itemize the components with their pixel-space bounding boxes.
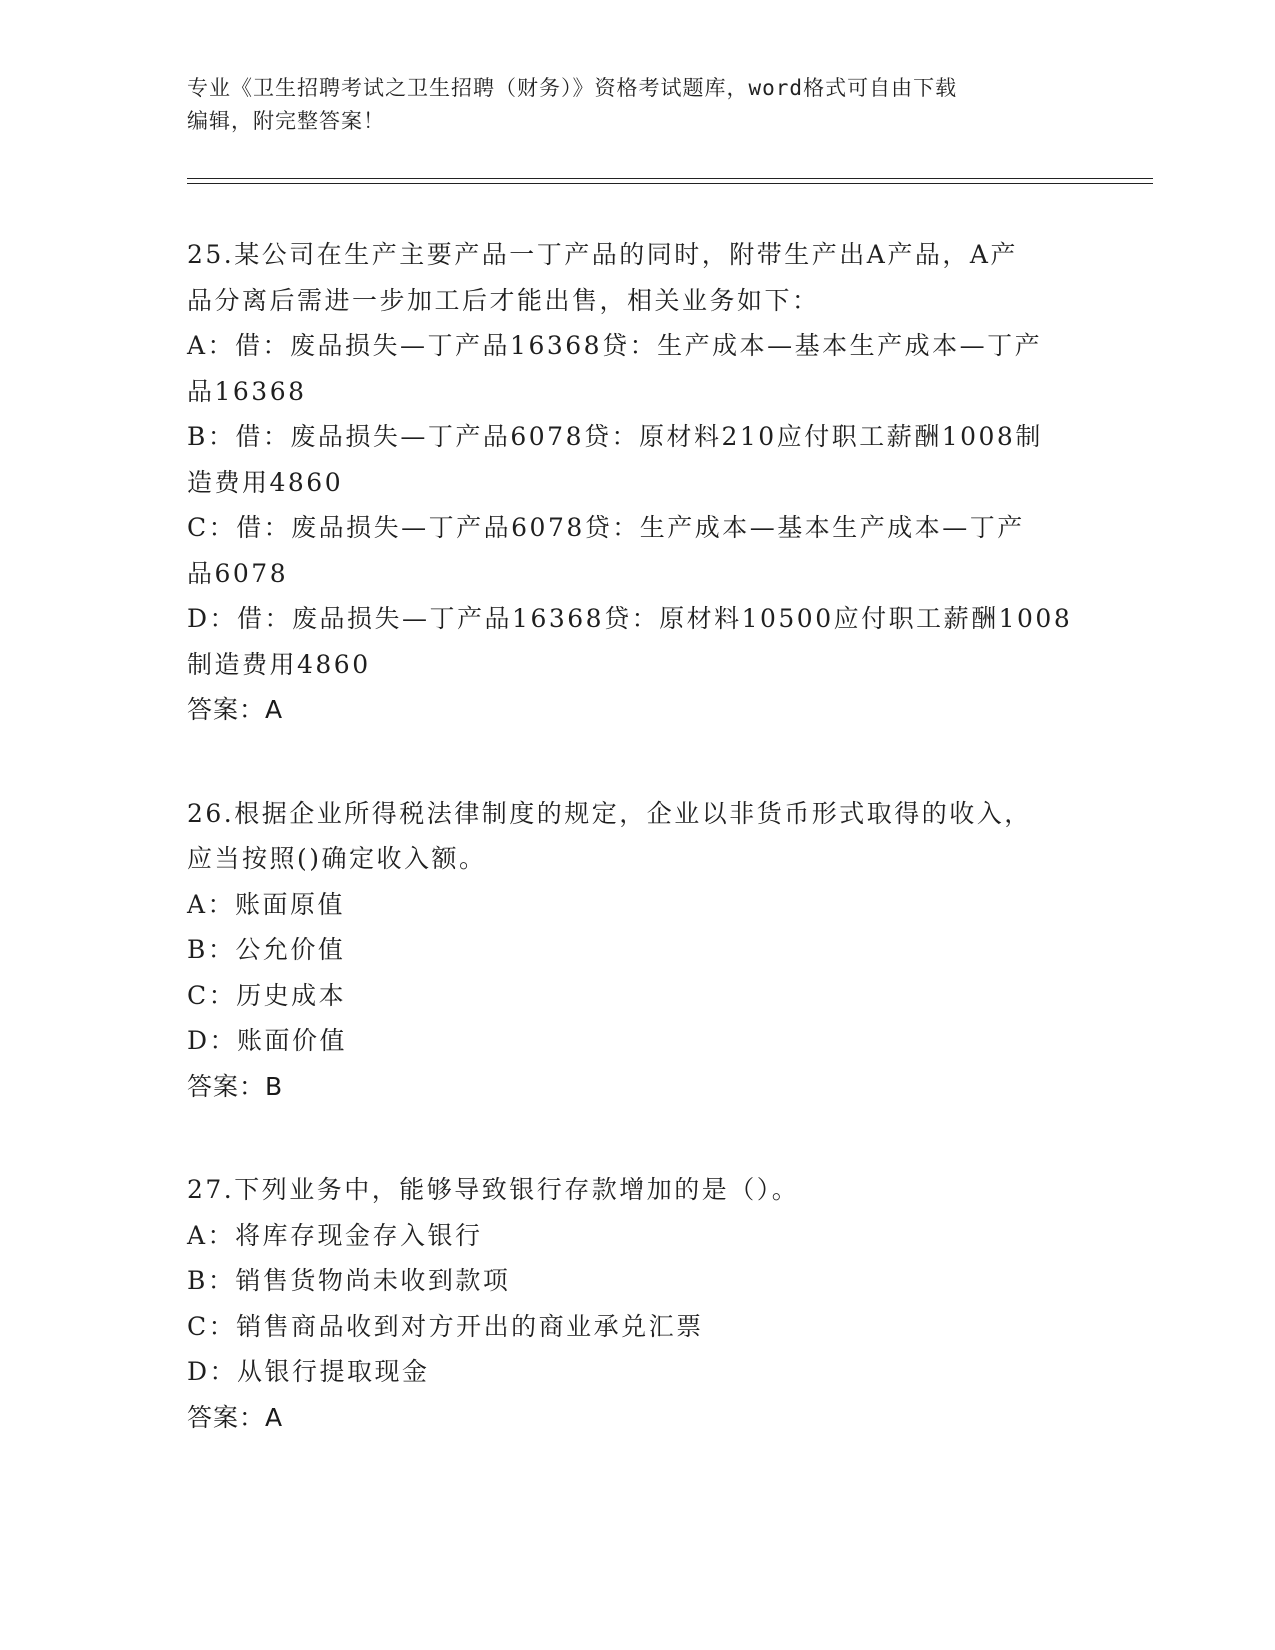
- question-stem-line: 27.下列业务中，能够导致银行存款增加的是（）。: [187, 1175, 800, 1204]
- option-a: A：账面原值: [187, 889, 346, 919]
- option-d: D：从银行提取现金: [187, 1357, 430, 1386]
- option-b: B：公允价值: [187, 935, 346, 964]
- option-c: C：历史成本: [187, 980, 347, 1010]
- document-header: [187, 72, 1067, 138]
- header-line-1: 专业《卫生招聘考试之卫生招聘（财务）》资格考试题库，word格式可自由下载: [187, 76, 958, 100]
- option-c: C：销售商品收到对方开出的商业承兑汇票: [187, 1311, 704, 1341]
- header-divider-top: [187, 178, 1153, 179]
- question-27: [187, 1167, 1087, 1440]
- option-b: B：借：废品损失—丁产品6078贷：原材料210应付职工薪酬1008制: [187, 422, 1043, 451]
- option-d-continued: 制造费用4860: [187, 649, 371, 679]
- option-c-continued: 品6078: [187, 558, 289, 588]
- option-d: D：借：废品损失—丁产品16368贷：原材料10500应付职工薪酬1008: [187, 604, 1073, 633]
- option-d: D：账面价值: [187, 1026, 348, 1055]
- option-c: C：借：废品损失—丁产品6078贷：生产成本—基本生产成本—丁产: [187, 513, 1025, 542]
- question-stem-line: 应当按照()确定收入额。: [187, 844, 487, 873]
- question-list: [187, 232, 1087, 1440]
- option-a: A：将库存现金存入银行: [187, 1220, 483, 1250]
- question-stem-line: 26.根据企业所得税法律制度的规定，企业以非货币形式取得的收入，: [187, 798, 1032, 828]
- option-b-continued: 造费用4860: [187, 467, 344, 497]
- question-stem-line: 25.某公司在生产主要产品一丁产品的同时，附带生产出A产品，A产: [187, 240, 1018, 269]
- answer-label: 答案：A: [187, 1402, 284, 1432]
- header-line-2: 编辑，附完整答案！: [187, 109, 385, 133]
- question-25: [187, 232, 1087, 733]
- header-divider-bottom: [187, 183, 1153, 184]
- question-26: [187, 791, 1087, 1110]
- answer-label: 答案：A: [187, 695, 284, 724]
- answer-label: 答案：B: [187, 1071, 284, 1101]
- option-a: A：借：废品损失—丁产品16368贷：生产成本—基本生产成本—丁产: [187, 331, 1043, 360]
- option-a-continued: 品16368: [187, 376, 307, 406]
- option-b: B：销售货物尚未收到款项: [187, 1266, 511, 1295]
- question-stem-line: 品分离后需进一步加工后才能出售，相关业务如下：: [187, 285, 820, 315]
